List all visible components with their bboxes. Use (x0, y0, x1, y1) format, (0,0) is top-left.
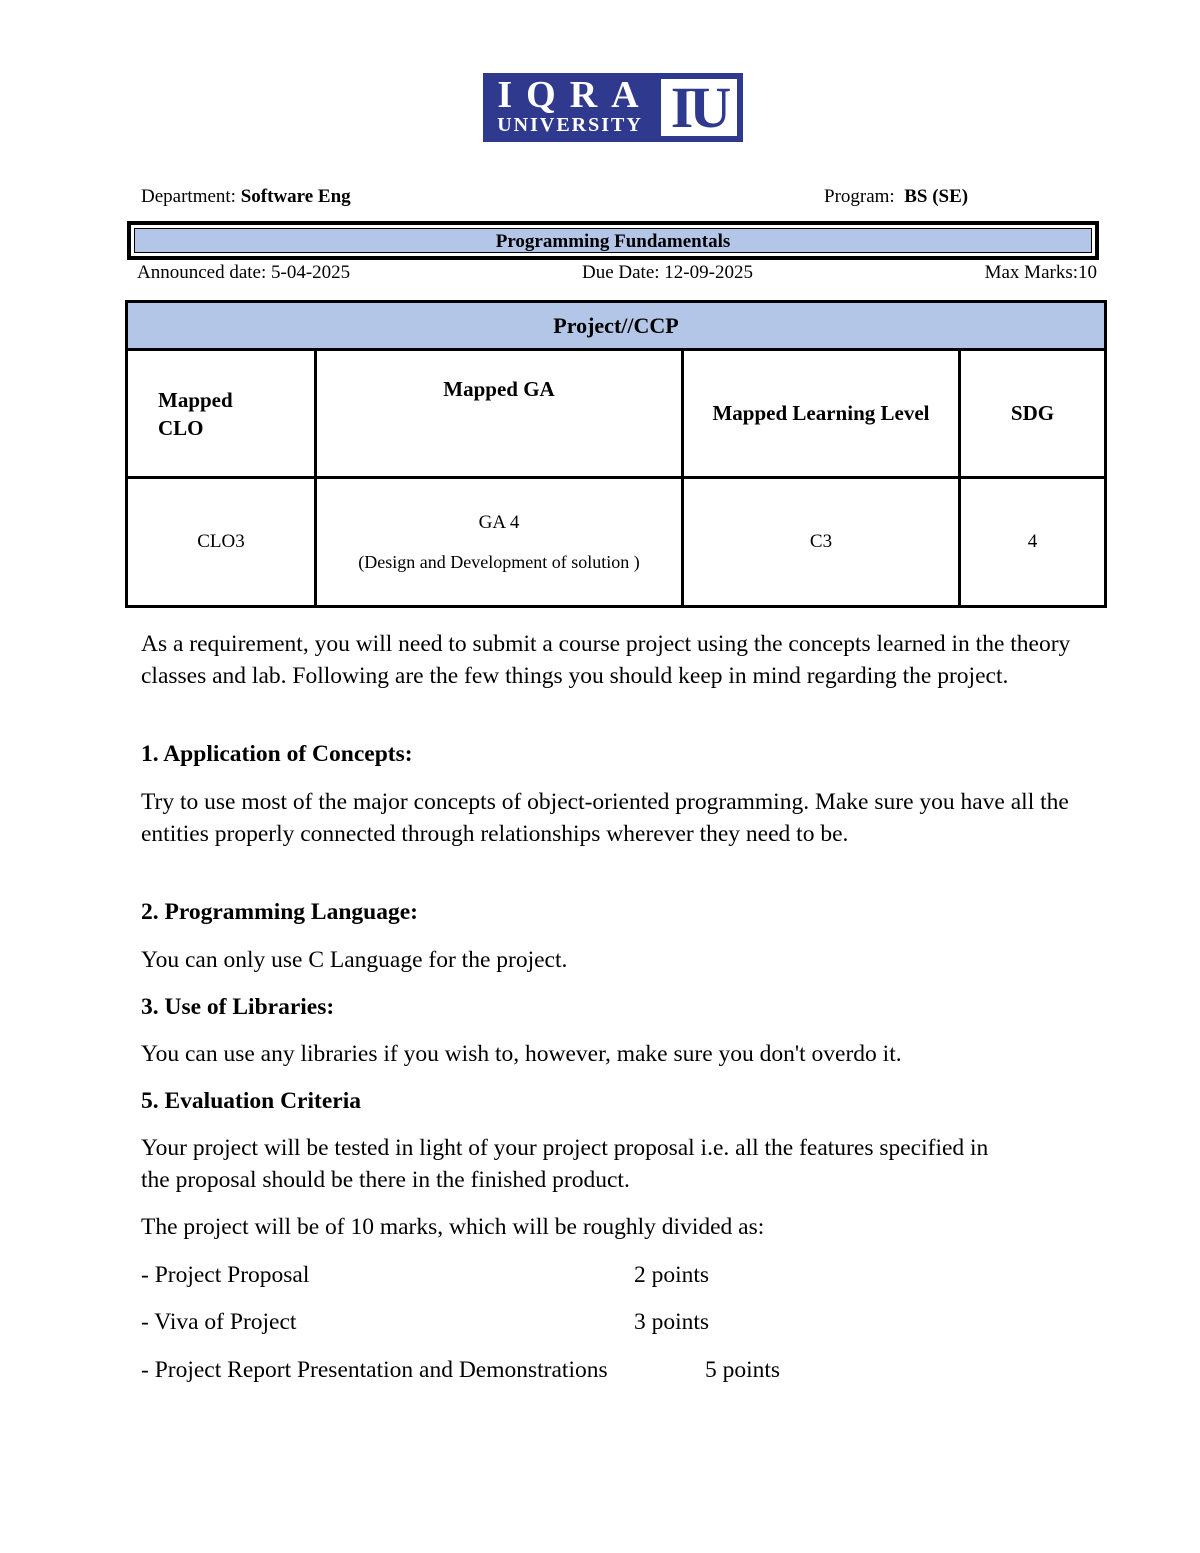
marks-intro: The project will be of 10 marks, which will be roughly divided as: (141, 1214, 765, 1240)
logo-iqra-text: IQRA (497, 74, 653, 116)
max-marks: Max Marks:10 (984, 262, 1097, 283)
announced-date: Announced date: 5-04-2025 (137, 262, 351, 283)
header-mapped-clo-line2: CLO (158, 415, 204, 440)
cell-ga-description: (Design and Development of solution ) (358, 551, 640, 572)
marks-item: - Viva of Project (141, 1309, 297, 1335)
logo-university-text: UNIVERSITY (497, 114, 643, 136)
section-text: You can only use C Language for the project. (141, 947, 568, 973)
section-heading: 3. Use of Libraries: (141, 994, 335, 1020)
section-text: You can use any libraries if you wish to, however, make sure you don't overdo it. (141, 1041, 902, 1067)
marks-item: - Project Proposal (141, 1262, 310, 1288)
marks-points: 5 points (705, 1357, 781, 1383)
university-logo (483, 73, 743, 142)
section-heading: 5. Evaluation Criteria (141, 1088, 361, 1114)
table-row (127, 478, 1106, 607)
marks-item: - Project Report Presentation and Demonstrations (141, 1357, 608, 1383)
header-mapped-clo-line1: Mapped (158, 387, 233, 412)
cell-clo: CLO3 (127, 478, 316, 607)
department-line (141, 186, 351, 208)
logo-wordmark (483, 73, 657, 142)
header-learning-level: Mapped Learning Level (683, 350, 960, 478)
department-label: Department: (141, 186, 241, 207)
program-label: Program: (824, 186, 895, 207)
ccp-header-row (127, 350, 1106, 478)
ccp-title: Project//CCP (127, 302, 1106, 350)
course-title: Programming Fundamentals (134, 228, 1092, 253)
cell-learning-level: C3 (683, 478, 960, 607)
marks-points: 2 points (634, 1262, 710, 1288)
section-text: Try to use most of the major concepts of object-oriented programming. Make sure you have all the entities properly connected through relationships wherever they need to be. (141, 789, 1069, 847)
cell-sdg: 4 (960, 478, 1106, 607)
program-value: BS (SE) (904, 186, 969, 207)
intro-paragraph: As a requirement, you will need to submit a course project using the concepts learned in the theory classes and lab. Following are the few things you should keep in mind regarding the project. (141, 631, 1071, 689)
header-mapped-ga: Mapped GA (316, 350, 683, 478)
header-sdg: SDG (960, 350, 1106, 478)
course-title-bar (127, 221, 1099, 260)
department-value: Software Eng (240, 186, 351, 207)
ccp-title-row (127, 302, 1106, 350)
section-text: Your project will be tested in light of your project proposal i.e. all the features specified in the proposal should be there in the finished product. (141, 1135, 989, 1193)
logo-iu-mark: IU (661, 79, 737, 136)
cell-ga-code: GA 4 (478, 511, 520, 533)
section-heading: 2. Programming Language: (141, 899, 418, 925)
due-date: Due Date: 12-09-2025 (582, 262, 753, 283)
ccp-table (125, 300, 1107, 608)
section-heading: 1. Application of Concepts: (141, 741, 413, 767)
program-line (824, 186, 968, 208)
cell-ga (316, 478, 683, 607)
marks-points: 3 points (634, 1309, 710, 1335)
header-mapped-clo (127, 350, 316, 478)
